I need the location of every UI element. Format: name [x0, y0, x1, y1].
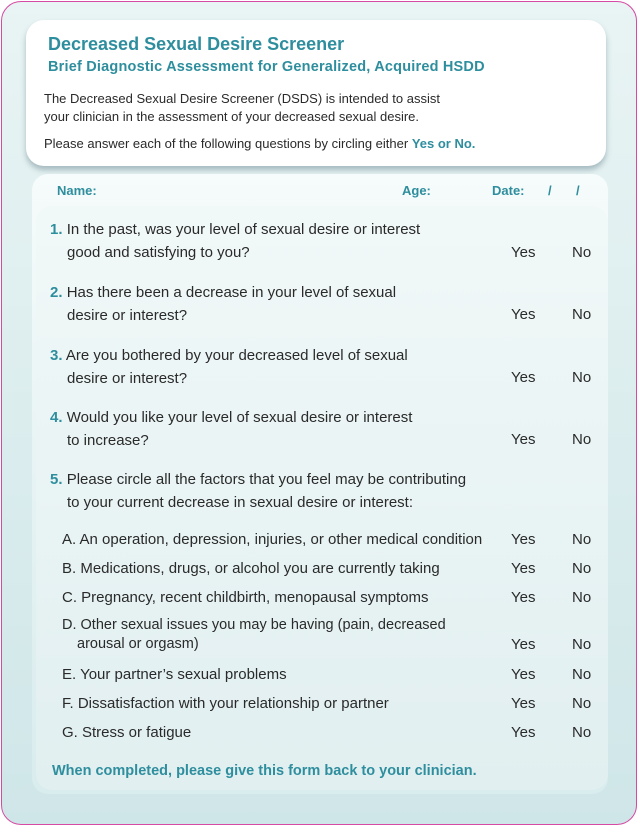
- q4-no-option[interactable]: No: [572, 431, 592, 448]
- date-separator-2: /: [576, 183, 580, 198]
- name-label[interactable]: Name:: [57, 183, 97, 198]
- factor-b-no-option[interactable]: No: [572, 560, 592, 577]
- factor-g-no-option[interactable]: No: [572, 724, 592, 741]
- factor-f-yes-option[interactable]: Yes: [511, 695, 536, 712]
- factor-c-no-option[interactable]: No: [572, 589, 592, 606]
- factor-d: [62, 616, 446, 654]
- questionnaire-card: [32, 174, 608, 794]
- form-subtitle: Brief Diagnostic Assessment for Generalized, Acquired HSDD: [48, 59, 485, 75]
- question-text: Has there been a decrease in your level of sexual: [66, 284, 397, 301]
- question-text-cont: good and satisfying to you?: [67, 244, 250, 261]
- question-text-cont: to increase?: [67, 432, 149, 449]
- question-text: Please circle all the factors that you feel may be contributing: [66, 471, 467, 488]
- factor-d-no-option[interactable]: No: [572, 636, 592, 653]
- q3-yes-option[interactable]: Yes: [511, 369, 536, 386]
- factor-d-yes-option[interactable]: Yes: [511, 636, 536, 653]
- question-2: [50, 281, 396, 327]
- form-title: Decreased Sexual Desire Screener: [48, 34, 345, 54]
- q1-no-option[interactable]: No: [572, 244, 592, 261]
- factor-b-yes-option[interactable]: Yes: [511, 560, 536, 577]
- intro-text: [44, 90, 484, 126]
- intro-line-1: The Decreased Sexual Desire Screener (DSDS) is intended to assist: [44, 91, 440, 106]
- factor-a-yes-option[interactable]: Yes: [511, 531, 536, 548]
- question-text-cont: to your current decrease in sexual desire or interest:: [67, 494, 414, 511]
- question-text: Would you like your level of sexual desire or interest: [66, 409, 413, 426]
- factor-c: C. Pregnancy, recent childbirth, menopausal symptoms: [62, 589, 429, 606]
- age-label[interactable]: Age:: [402, 183, 431, 198]
- q2-no-option[interactable]: No: [572, 306, 592, 323]
- question-number: 5.: [50, 471, 63, 488]
- question-number: 3.: [50, 347, 63, 364]
- question-1: [50, 218, 420, 264]
- date-separator-1: /: [548, 183, 552, 198]
- question-text: In the past, was your level of sexual desire or interest: [66, 221, 421, 238]
- question-text-cont: desire or interest?: [67, 370, 188, 387]
- question-text-cont: desire or interest?: [67, 307, 188, 324]
- factor-e-no-option[interactable]: No: [572, 666, 592, 683]
- factor-e: E. Your partner’s sexual problems: [62, 666, 287, 683]
- question-number: 4.: [50, 409, 63, 426]
- factor-d-line-1: D. Other sexual issues you may be having (pain, decreased: [62, 617, 446, 633]
- instruction-text: [44, 136, 475, 151]
- instruction-body: Please answer each of the following questions by circling either: [44, 136, 412, 151]
- q3-no-option[interactable]: No: [572, 369, 592, 386]
- factor-g: G. Stress or fatigue: [62, 724, 192, 741]
- factor-f: F. Dissatisfaction with your relationship or partner: [62, 695, 389, 712]
- questions-panel: [36, 206, 608, 790]
- footer-instruction: When completed, please give this form back to your clinician.: [52, 763, 477, 779]
- question-5: [50, 468, 466, 514]
- header-card: [26, 20, 606, 166]
- factor-f-no-option[interactable]: No: [572, 695, 592, 712]
- question-number: 1.: [50, 221, 63, 238]
- date-label[interactable]: Date:: [492, 183, 525, 198]
- intro-line-2: your clinician in the assessment of your decreased sexual desire.: [44, 109, 420, 124]
- question-3: [50, 344, 408, 390]
- factor-c-yes-option[interactable]: Yes: [511, 589, 536, 606]
- patient-info-row: [32, 174, 608, 206]
- factor-g-yes-option[interactable]: Yes: [511, 724, 536, 741]
- factor-e-yes-option[interactable]: Yes: [511, 666, 536, 683]
- q2-yes-option[interactable]: Yes: [511, 306, 536, 323]
- q1-yes-option[interactable]: Yes: [511, 244, 536, 261]
- factor-d-line-2: arousal or orgasm): [77, 636, 199, 652]
- question-4: [50, 406, 412, 452]
- question-number: 2.: [50, 284, 63, 301]
- factor-a: A. An operation, depression, injuries, or other medical condition: [62, 531, 483, 548]
- instruction-highlight: Yes or No.: [411, 136, 476, 151]
- factor-b: B. Medications, drugs, or alcohol you are currently taking: [62, 560, 440, 577]
- form-frame: [1, 1, 637, 825]
- factor-a-no-option[interactable]: No: [572, 531, 592, 548]
- question-text: Are you bothered by your decreased level of sexual: [65, 347, 408, 364]
- q4-yes-option[interactable]: Yes: [511, 431, 536, 448]
